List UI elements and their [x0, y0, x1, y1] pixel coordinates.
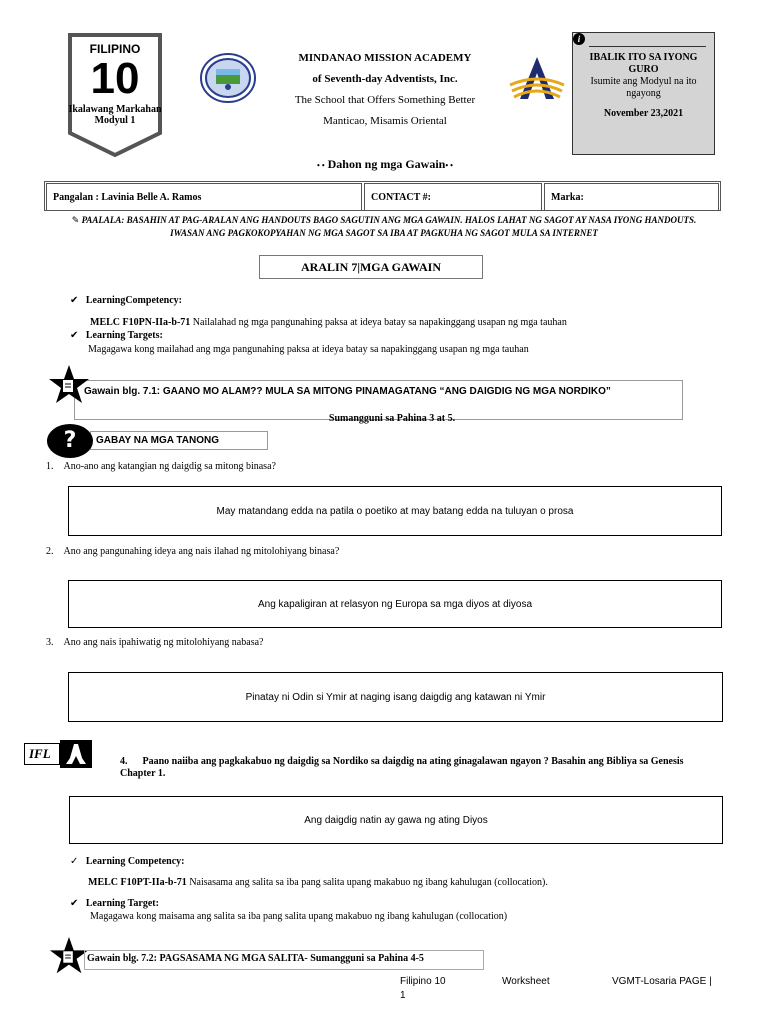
badge-quarter: Ikalawang Markahan Modyul 1 [68, 104, 162, 126]
checkmark-icon: ✔ [70, 295, 79, 306]
school-tagline: The School that Offers Something Better [294, 94, 476, 106]
question-mark-icon: ? [47, 424, 93, 458]
activity-reference: Sumangguni sa Pahina 3 at 5. [328, 413, 456, 424]
return-title: IBALIK ITO SA IYONG GURO [589, 52, 698, 75]
question-2: 2. Ano ang pangunahing ideya ang nais ilahad ng mitolohiyang binasa? [46, 546, 340, 557]
info-icon: i [573, 33, 585, 45]
checkmark-icon: ✔ [70, 898, 79, 909]
answer-1[interactable]: May matandang edda na patila o poetiko at may batang edda na tuluyan o prosa [68, 486, 722, 536]
question-1: 1. Ano-ano ang katangian ng daigdig sa mitong binasa? [46, 461, 276, 472]
melc-line-2: MELC F10PT-IIa-b-71 Naisasama ang salita sa iba pang salita upang makabuo ng ibang kahulugan (collocation). [88, 877, 548, 888]
school-subtitle: of Seventh-day Adventists, Inc. [312, 73, 458, 85]
question-3: 3. Ano ang nais ipahiwatig ng mitolohiyang nabasa? [46, 637, 264, 648]
footer-page-label: VGMT-Losaria PAGE | [612, 976, 712, 987]
return-date: November 23,2021 [603, 108, 684, 119]
score-field[interactable]: Marka: [544, 183, 719, 211]
answer-3[interactable]: Pinatay ni Odin si Ymir at naging isang daigdig ang katawan ni Ymir [68, 672, 723, 722]
activity-2-title: Gawain blg. 7.2: PAGSASAMA NG MGA SALITA- Sumangguni sa Pahina 4-5 [87, 953, 424, 964]
activity-title: Gawain blg. 7.1: GAANO MO ALAM?? MULA SA MITONG PINAMAGATANG “ANG DAIGDIG NG MGA NORDIKO” [84, 386, 611, 397]
reminder-note: ✎ PAALALA: BASAHIN AT PAG-ARALAN ANG HANDOUTS BAGO SAGUTIN ANG MGA GAWAIN. HALOS LAHAT NG SAGOT AY NASA IYONG HANDOUTS. IWASAN ANG PAGKOKOPYAHAN NG MGA SAGOT SA IBA AT PAGKUHA NG SAGOT MULA SA INTERNET [71, 215, 697, 238]
target-text-2: Magagawa kong maisama ang salita sa iba pang salita upang makabuo ng ibang kahulugan (collocation) [90, 911, 508, 922]
badge-number: 10 [90, 54, 140, 103]
school-address: Manticao, Misamis Oriental [323, 115, 447, 127]
competency-label-2: ✓ Learning Competency: [70, 856, 185, 867]
church-logo-icon [508, 55, 566, 101]
praying-hands-icon [60, 740, 92, 768]
checkmark-icon: ✓ [70, 856, 79, 867]
footer-type: Worksheet [502, 976, 550, 987]
student-info-row [44, 181, 721, 211]
badge-subject: FILIPINO [89, 42, 141, 56]
competency-label: ✔ LearningCompetency: [70, 295, 182, 306]
answer-2[interactable]: Ang kapaligiran at relasyon ng Europa sa mga diyos at diyosa [68, 580, 722, 628]
answer-4[interactable]: Ang daigdig natin ay gawa ng ating Diyos [69, 796, 723, 844]
school-seal-icon [200, 53, 256, 103]
ifl-label: IFL [24, 743, 60, 765]
return-divider [589, 46, 706, 47]
target-label-2: ✔ Learning Target: [70, 898, 159, 909]
targets-label: ✔ Learning Targets: [70, 330, 163, 341]
melc-line: MELC F10PN-IIa-b-71 Nailalahad ng mga pangunahing paksa at ideya batay sa napakinggang usapan ng mga tauhan [90, 317, 567, 328]
footer-subject: Filipino 10 [400, 976, 446, 987]
return-note: Isumite ang Modyul na ito ngayong [590, 76, 697, 99]
guide-questions-label: GABAY NA MGA TANONG [90, 431, 268, 450]
name-field[interactable]: Pangalan : Lavinia Belle A. Ramos [46, 183, 362, 211]
pencil-icon: ✎ [71, 216, 80, 226]
contact-field[interactable]: CONTACT #: [364, 183, 542, 211]
sheet-title: • • Dahon ng mga Gawain• • [317, 157, 453, 171]
question-4: 4. Paano naiiba ang pagkakabuo ng daigdig sa Nordiko sa daigdig na ating ginagalawan ngayon ? Basahin ang Bibliya sa Genesis Chapter 1. [120, 756, 684, 779]
footer-page-number: 1 [400, 990, 406, 1001]
school-name: MINDANAO MISSION ACADEMY [298, 52, 472, 64]
targets-text: Magagawa kong mailahad ang mga pangunahing paksa at ideya batay sa napakinggang usapan ng mga tauhan [88, 344, 529, 355]
checkmark-icon: ✔ [70, 330, 79, 341]
lesson-title: ARALIN 7|MGA GAWAIN [259, 255, 483, 279]
